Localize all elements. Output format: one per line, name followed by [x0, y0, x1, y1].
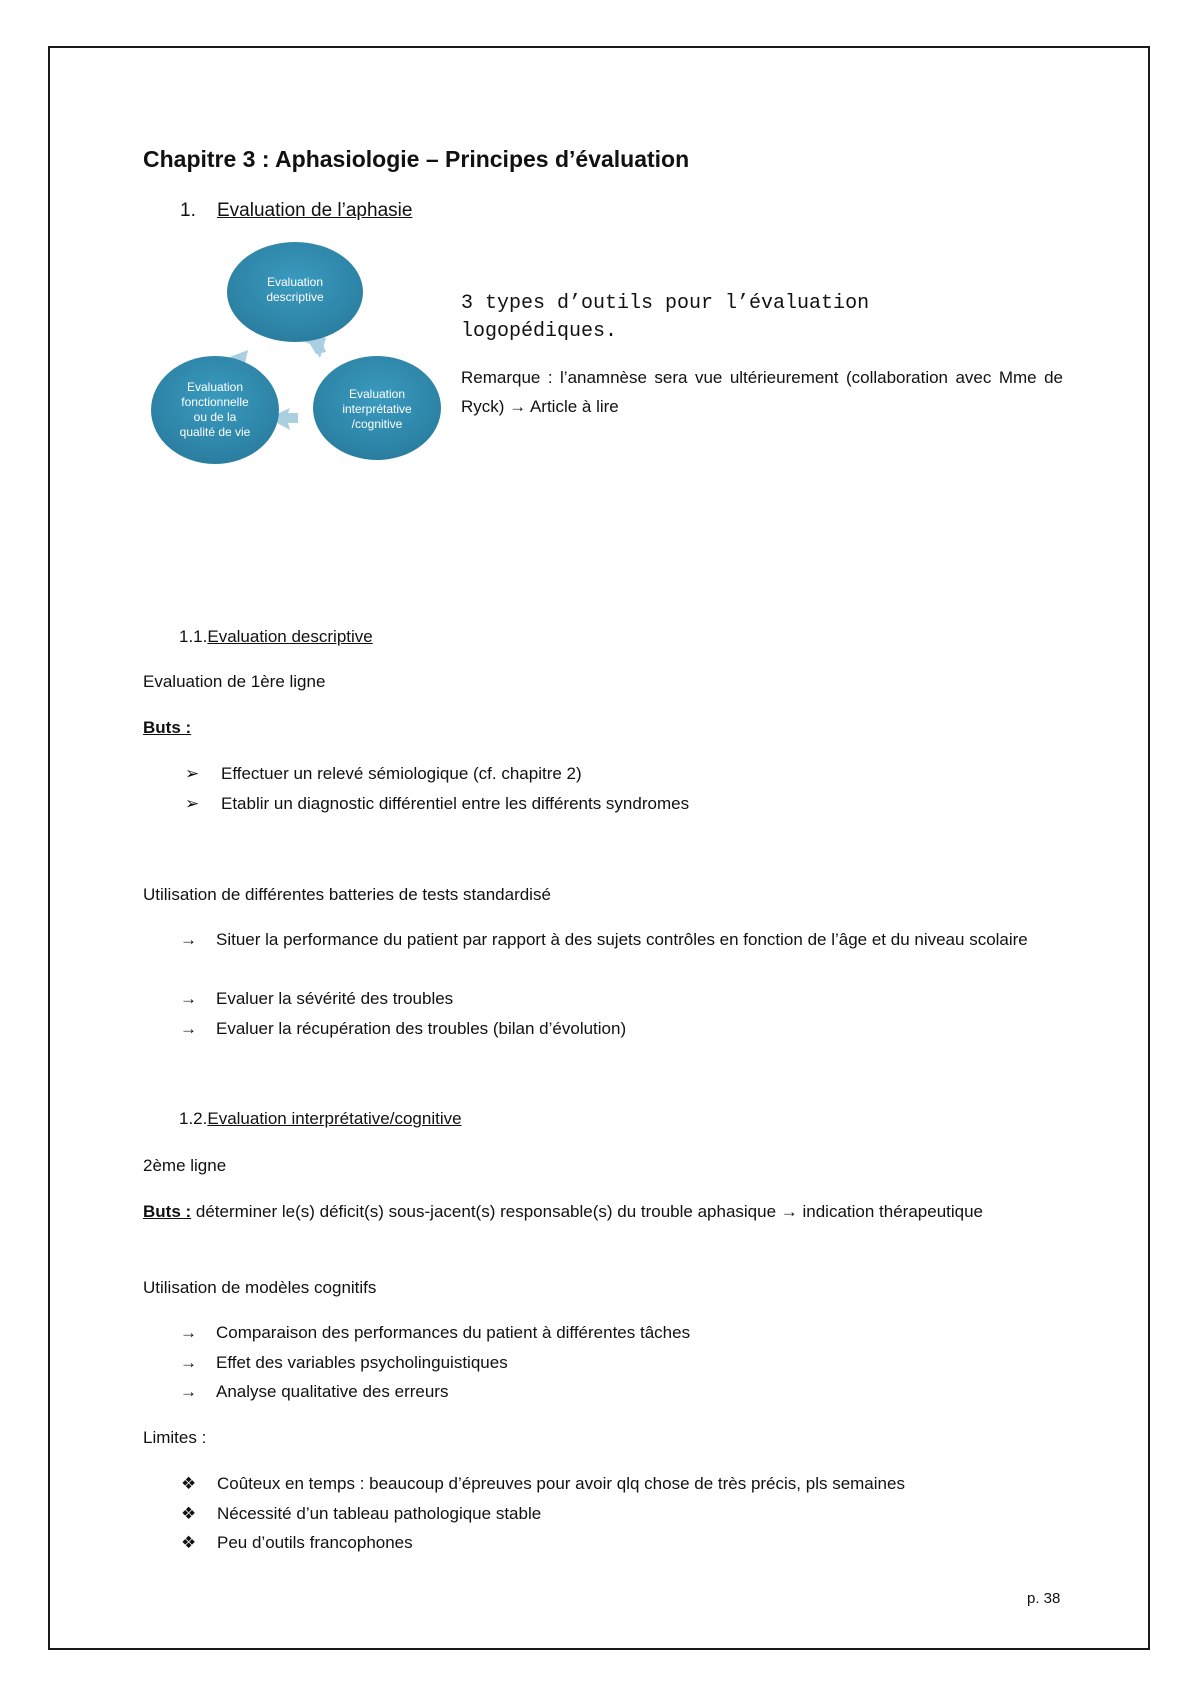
goals-text: déterminer le(s) déficit(s) sous-jacent(s) responsable(s) du trouble aphasique → indication thérapeutique	[191, 1202, 984, 1221]
diamond-bullet-icon: ❖	[181, 1474, 197, 1493]
intro-text	[461, 290, 1021, 346]
arrow-bullet-icon: →	[180, 1019, 197, 1038]
svg-text:Evaluation: Evaluation	[266, 275, 324, 289]
svg-text:fonctionnelle: fonctionnelle	[181, 395, 249, 409]
arrow-bullet-icon: →	[180, 1353, 197, 1372]
page-number: p. 38	[1027, 1590, 1061, 1607]
subsection-heading-1-1	[179, 622, 373, 651]
svg-text:Evaluation: Evaluation	[186, 380, 244, 394]
tests-intro: Utilisation de différentes batteries de tests standardisé	[143, 885, 551, 904]
goals-label: Buts :	[143, 1202, 192, 1221]
arrowhead-bullet-icon: ➢	[185, 794, 200, 813]
arrow-bullet-icon: →	[180, 1323, 197, 1342]
section-number: 1.	[180, 200, 196, 221]
cycle-node-descriptive	[227, 242, 363, 342]
svg-text:qualité de vie: qualité de vie	[179, 425, 251, 439]
second-line-text: 2ème ligne	[143, 1156, 227, 1175]
svg-text:interprétative: interprétative	[342, 402, 412, 416]
svg-text:descriptive: descriptive	[266, 290, 324, 304]
cycle-node-interpretative	[313, 356, 441, 460]
limits-label: Limites :	[143, 1428, 207, 1447]
diamond-bullet-icon: ❖	[181, 1533, 197, 1552]
arrow-bullet-icon: →	[180, 1382, 197, 1401]
subsection-label: Evaluation descriptive	[207, 627, 373, 646]
subsection-number: 1.2.	[179, 1109, 208, 1128]
chapter-title: Chapitre 3 : Aphasiologie – Principes d’évaluation	[143, 146, 690, 172]
arrowhead-bullet-icon: ➢	[185, 764, 200, 783]
intro-line-1: 3 types d’outils pour l’évaluation	[461, 292, 870, 315]
subsection-heading-1-2	[179, 1104, 462, 1133]
diamond-bullet-icon: ❖	[181, 1504, 197, 1523]
cycle-node-fonctionnelle	[151, 356, 279, 464]
evaluation-cycle-diagram	[140, 240, 460, 510]
goals-label: Buts :	[143, 718, 192, 737]
subsection-label: Evaluation interprétative/cognitive	[207, 1109, 462, 1128]
arrow-bullet-icon: →	[180, 989, 197, 1008]
models-intro: Utilisation de modèles cognitifs	[143, 1278, 377, 1297]
goals-paragraph	[143, 1197, 1063, 1226]
svg-text:/cognitive: /cognitive	[351, 417, 403, 431]
first-line-text: Evaluation de 1ère ligne	[143, 672, 326, 691]
arrow-bullet-icon: →	[180, 930, 197, 949]
svg-text:Evaluation: Evaluation	[348, 387, 406, 401]
svg-text:ou de la: ou de la	[193, 410, 237, 424]
intro-line-2: logopédiques.	[461, 320, 618, 343]
subsection-number: 1.1.	[179, 627, 208, 646]
section-heading-1	[180, 200, 580, 226]
section-label: Evaluation de l’aphasie	[217, 200, 413, 221]
remark-paragraph: Remarque : l’anamnèse sera vue ultérieurement (collaboration avec Mme de Ryck) → Article à lire	[461, 368, 1063, 416]
